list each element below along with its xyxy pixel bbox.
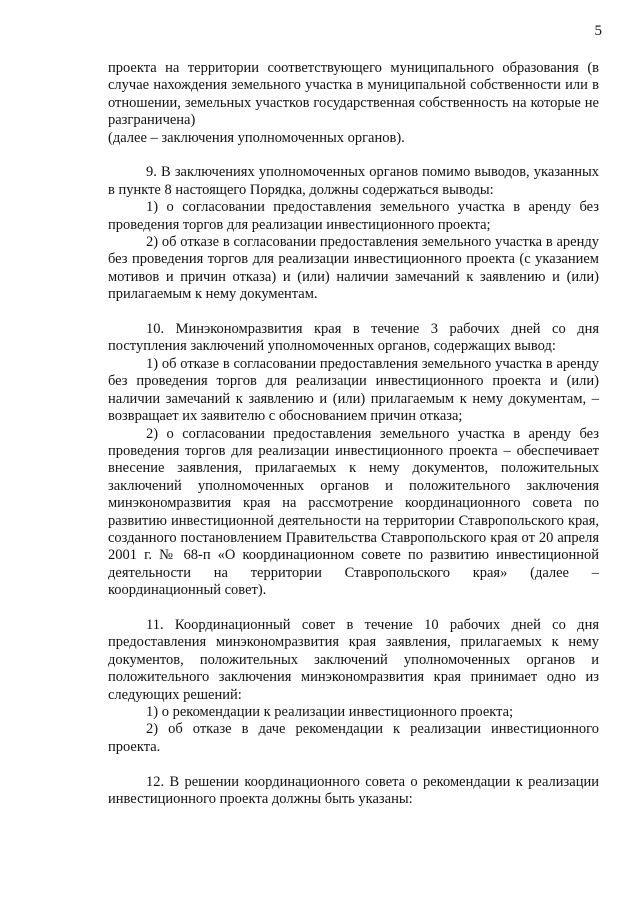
paragraph-item-9-2: 2) об отказе в согласовании предоставления земельного участка в аренду без проведения торгов для реализации инвестиционного проекта (с указанием мотивов и причин отказа) и (или) наличии замечаний к заявлению и (или) прилагаемым к нему документам. [108,234,599,303]
paragraph-item-10-2: 2) о согласовании предоставления земельного участка в аренду без проведения торгов для реализации инвестиционного проекта – обеспечивает внесение заявления, прилагаемых к нему документов, положительных заключений уполномоченных органов и положительного заключения минэкономразвития края на рассмотрение координационного совета по развитию инвестиционной деятельности на территории Ставропольского края, созданного постановлением Правительства Ставропольского края от 20 апреля 2001 г. № 68-п «О координационном совете по развитию инвестиционной деятельности на территории Ставропольского края» (далее – координационный совет). [108,425,599,599]
paragraph-item-9-1: 1) о согласовании предоставления земельного участка в аренду без проведения торгов для реализации инвестиционного проекта; [108,199,599,233]
paragraph-item-10: 10. Минэкономразвития края в течение 3 рабочих дней со дня поступления заключений уполномоченных органов, содержащих вывод: [108,321,599,355]
page-number: 5 [594,23,602,39]
document-body [108,60,599,808]
paragraph-item-11: 11. Координационный совет в течение 10 рабочих дней со дня предоставления минэкономразвития края заявления, прилагаемых к нему документов, положительных заключений уполномоченных органов и положительного заключения минэкономразвития края принимает одно из следующих решений: [108,616,599,703]
paragraph-item-9: 9. В заключениях уполномоченных органов помимо выводов, указанных в пункте 8 настоящего Порядка, должны содержаться выводы: [108,164,599,198]
paragraph-definition-note: (далее – заключения уполномоченных органов). [108,129,405,146]
paragraph-item-11-1: 1) о рекомендации к реализации инвестиционного проекта; [146,703,514,720]
paragraph-intro-continuation: проекта на территории соответствующего муниципального образования (в случае нахождения земельного участка в муниципальной собственности или в отношении, земельных участков государственная собственность на которые не разграничена) [108,60,599,129]
paragraph-item-10-1: 1) об отказе в согласовании предоставления земельного участка в аренду без проведения торгов для реализации инвестиционного проекта и (или) наличии замечаний к заявлению и (или) прилагаемым к нему документам, – возвращает их заявителю с обоснованием причин отказа; [108,355,599,425]
paragraph-item-11-2: 2) об отказе в даче рекомендации к реализации инвестиционного проекта. [108,721,599,755]
paragraph-item-12: 12. В решении координационного совета о рекомендации к реализации инвестиционного проекта должны быть указаны: [108,773,599,807]
